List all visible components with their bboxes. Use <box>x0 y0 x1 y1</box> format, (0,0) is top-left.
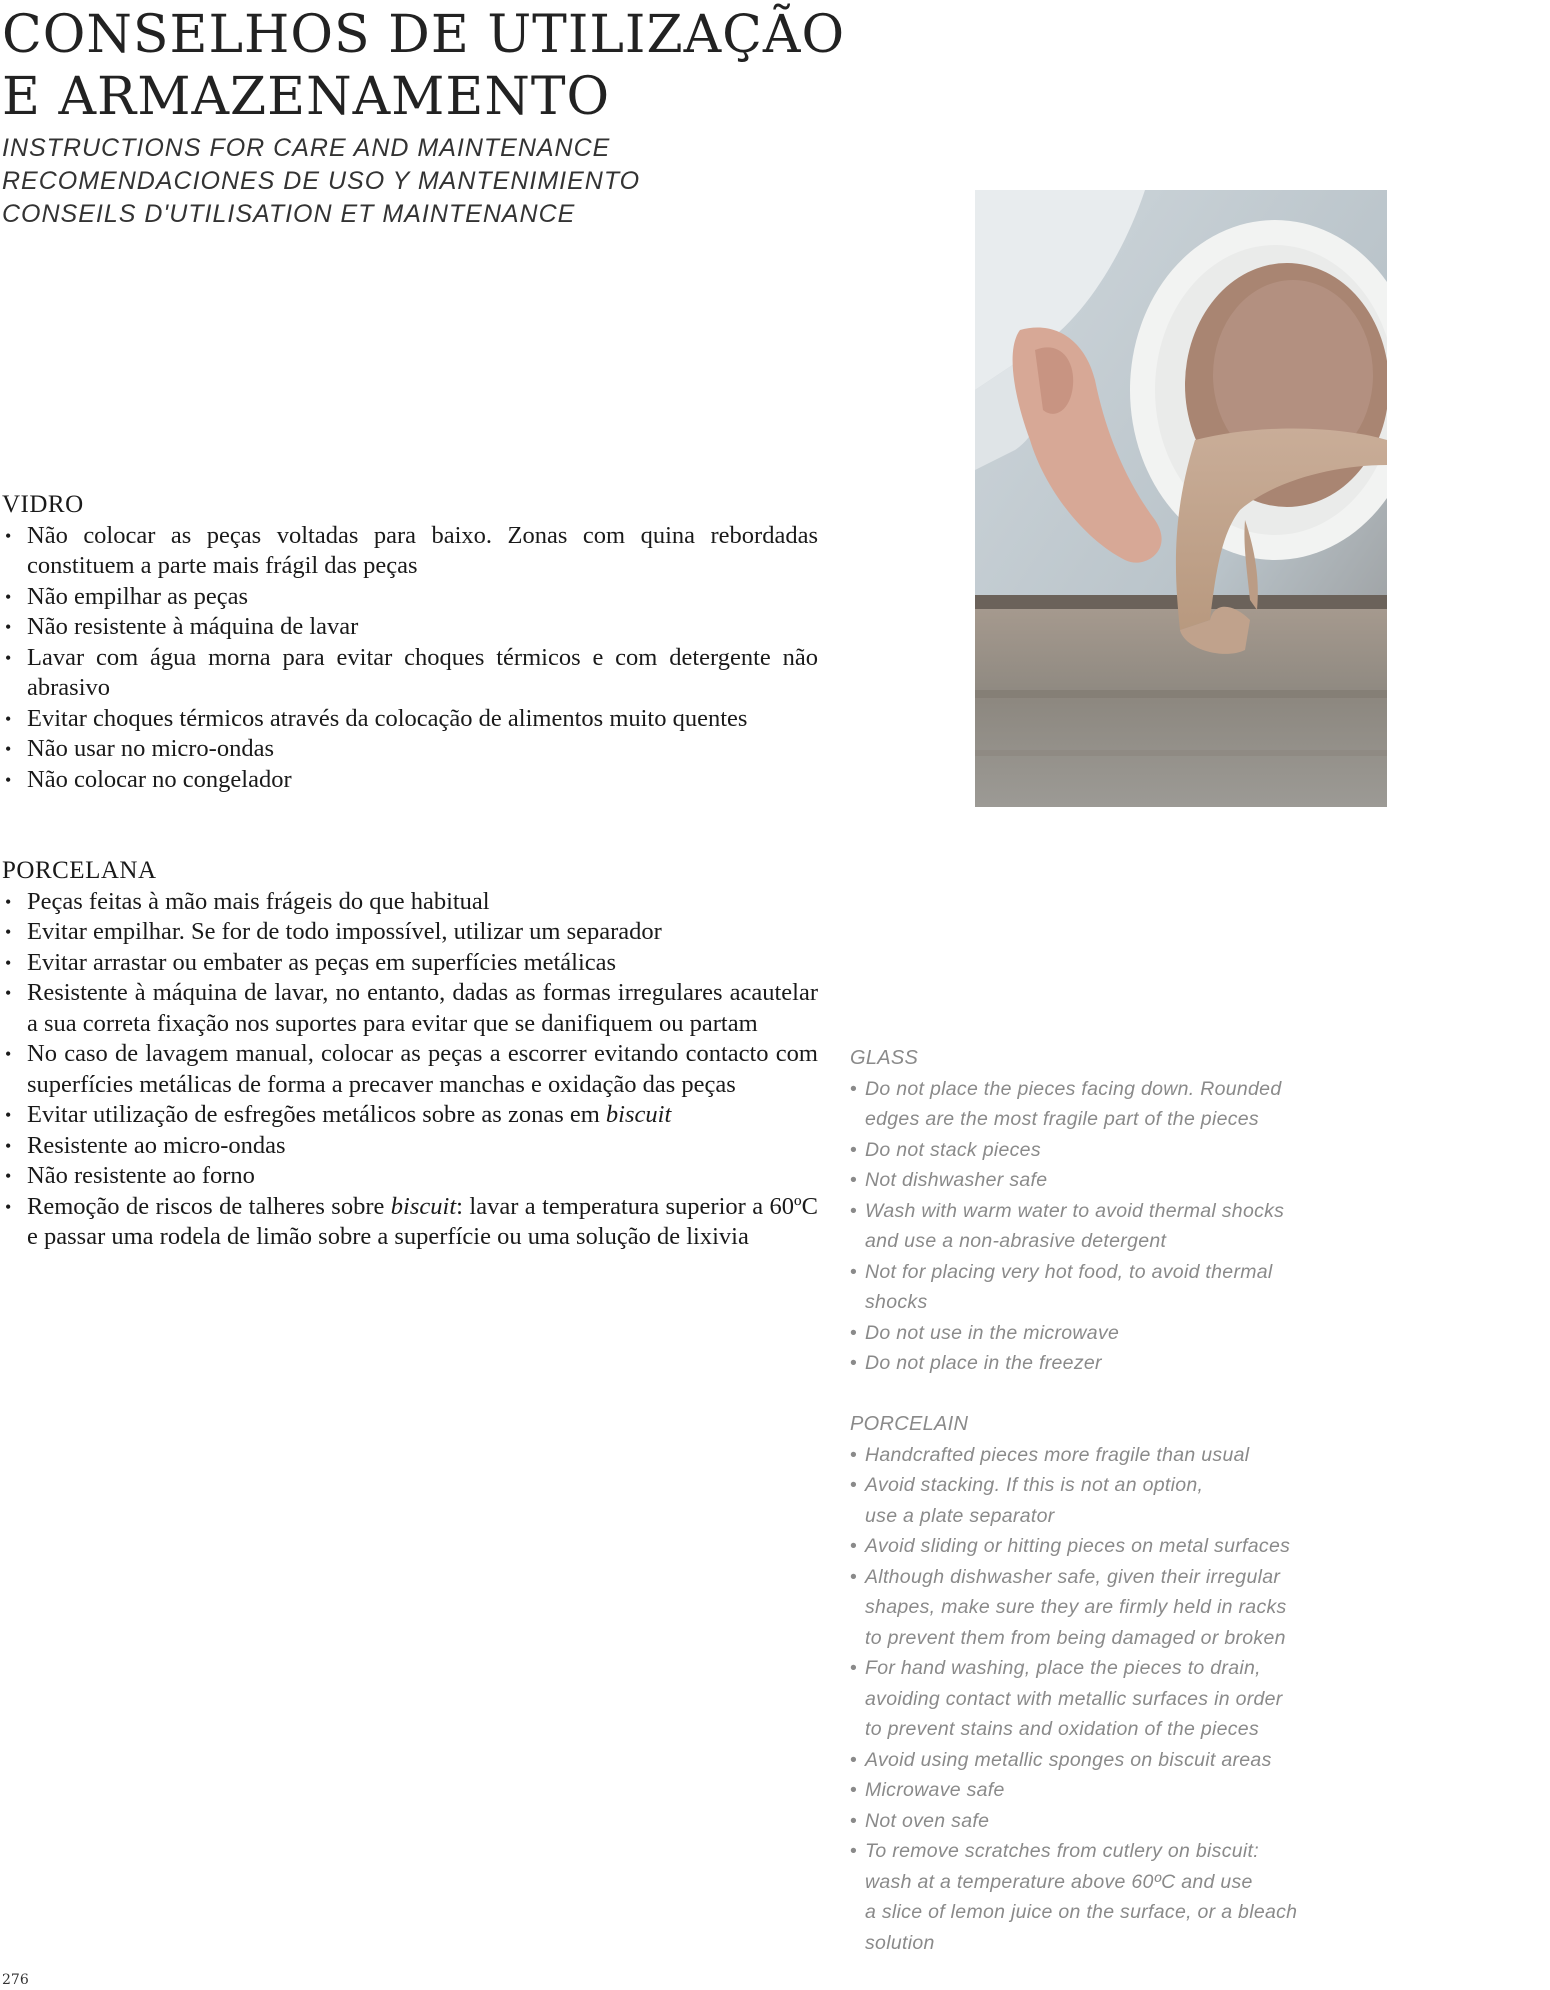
list-item-line: • Avoid using metallic sponges on biscuit areas <box>865 1748 1272 1771</box>
pt-porcelana-list <box>2 887 818 1253</box>
list-item-line: • Do not place the pieces facing down. Rounded <box>865 1077 1282 1100</box>
list-item <box>850 1806 1340 1837</box>
list-item-line: shapes, make sure they are firmly held in racks <box>865 1596 1287 1618</box>
list-item-line: • Not for placing very hot food, to avoid thermal <box>865 1260 1273 1283</box>
en-porcelain-list <box>850 1440 1340 1959</box>
list-item: • Evitar arrastar ou embater as peças em superfícies metálicas <box>2 948 818 979</box>
en-glass-list <box>850 1074 1340 1379</box>
list-item-line: shocks <box>865 1291 928 1313</box>
list-item <box>850 1836 1340 1958</box>
list-item <box>850 1745 1340 1776</box>
item-text: Evitar utilização de esfregões metálicos sobre as zonas em <box>27 1101 606 1128</box>
subtitles <box>2 132 640 231</box>
list-item <box>850 1653 1340 1745</box>
item-text: Remoção de riscos de talheres sobre <box>27 1192 391 1220</box>
list-item-line: solution <box>865 1931 935 1954</box>
subtitle-en: INSTRUCTIONS FOR CARE AND MAINTENANCE <box>2 134 611 162</box>
subtitle-es: RECOMENDACIONES DE USO Y MANTENIMIENTO <box>2 167 641 195</box>
list-item-line: a slice of lemon juice on the surface, or a bleach <box>865 1901 1298 1923</box>
list-item <box>850 1196 1340 1257</box>
pouring-slip-photo <box>975 190 1387 807</box>
list-item <box>850 1470 1340 1531</box>
list-item: • Não resistente à máquina de lavar <box>2 612 818 643</box>
list-item <box>850 1135 1340 1166</box>
list-item-line: edges are the most fragile part of the pieces <box>865 1108 1259 1130</box>
list-item: • Resistente à máquina de lavar, no entanto, dadas as formas irregulares acautelar a sua correta fixação nos suportes para evitar que se danifiquem ou partam <box>2 978 818 1039</box>
list-item-line: • For hand washing, place the pieces to drain, <box>865 1657 1261 1679</box>
list-item: • Lavar com água morna para evitar choques térmicos e com detergente não abrasivo <box>2 643 818 704</box>
list-item-line: • Do not place in the freezer <box>865 1352 1102 1374</box>
list-item <box>850 1531 1340 1562</box>
list-item-line: use a plate separator <box>865 1504 1055 1527</box>
list-item: • Não empilhar as peças <box>2 582 818 613</box>
list-item-line: to prevent stains and oxidation of the pieces <box>865 1718 1259 1740</box>
list-item-line: avoiding contact with metallic surfaces in order <box>865 1687 1283 1710</box>
list-item-line: • Avoid sliding or hitting pieces on metal surfaces <box>865 1535 1291 1557</box>
page-number: 276 <box>2 1972 29 1988</box>
list-item: • Peças feitas à mão mais frágeis do que habitual <box>2 887 818 918</box>
list-item-line: and use a non-abrasive detergent <box>865 1230 1167 1252</box>
list-item <box>850 1257 1340 1318</box>
list-item: • No caso de lavagem manual, colocar as peças a escorrer evitando contacto com superfícies metálicas de forma a precaver manchas e oxidação das peças <box>2 1039 818 1100</box>
list-item-line: • Do not use in the microwave <box>865 1321 1120 1344</box>
list-item <box>850 1562 1340 1654</box>
list-item <box>2 1100 818 1131</box>
pt-vidro-list <box>2 521 818 796</box>
list-item: • Não usar no micro-ondas <box>2 734 818 765</box>
en-porcelain-heading: PORCELAIN <box>850 1413 969 1435</box>
en-porcelain-section <box>850 1409 1340 1958</box>
pt-vidro-section <box>2 490 818 795</box>
pt-vidro-heading: VIDRO <box>2 491 84 518</box>
list-item-line: • Wash with warm water to avoid thermal shocks <box>865 1199 1285 1222</box>
en-glass-heading: GLASS <box>850 1047 919 1069</box>
list-item-line: • Handcrafted pieces more fragile than usual <box>865 1443 1250 1466</box>
list-item-line: • To remove scratches from cutlery on biscuit: <box>865 1840 1259 1862</box>
list-item <box>850 1318 1340 1349</box>
list-item: • Evitar empilhar. Se for de todo impossível, utilizar um separador <box>2 917 818 948</box>
list-item <box>2 1192 818 1253</box>
item-text: : lavar a temperatura superior a 60ºC e passar uma rodela de limão sobre a superfície ou uma solução de lixivia <box>27 1192 818 1250</box>
list-item: • Não resistente ao forno <box>2 1161 818 1192</box>
list-item-line: wash at a temperature above 60ºC and use <box>865 1870 1253 1893</box>
list-item <box>850 1348 1340 1379</box>
list-item-line: • Not dishwasher safe <box>865 1169 1048 1191</box>
page-title <box>2 4 902 128</box>
list-item <box>850 1775 1340 1806</box>
list-item-line: • Do not stack pieces <box>865 1138 1041 1161</box>
list-item: • Não colocar as peças voltadas para baixo. Zonas com quina rebordadas constituem a parte mais frágil das peças <box>2 521 818 582</box>
list-item-line: • Microwave safe <box>865 1779 1005 1801</box>
pt-porcelana-section <box>2 856 818 1253</box>
title-line-2: E ARMAZENAMENTO <box>2 67 611 127</box>
list-item-line: • Not oven safe <box>865 1809 990 1832</box>
list-item: • Resistente ao micro-ondas <box>2 1131 818 1162</box>
title-line-1: CONSELHOS DE UTILIZAÇÃO <box>2 5 846 65</box>
list-item <box>850 1074 1340 1135</box>
list-item-line: • Avoid stacking. If this is not an option, <box>865 1474 1204 1496</box>
subtitle-fr: CONSEILS D'UTILISATION ET MAINTENANCE <box>2 200 576 228</box>
list-item-line: to prevent them from being damaged or broken <box>865 1626 1286 1649</box>
item-emphasis: biscuit <box>605 1101 672 1128</box>
list-item: • Evitar choques térmicos através da colocação de alimentos muito quentes <box>2 704 818 735</box>
list-item: • Não colocar no congelador <box>2 765 818 796</box>
pt-porcelana-heading: PORCELANA <box>2 857 157 884</box>
item-emphasis: biscuit <box>390 1192 457 1220</box>
list-item <box>850 1165 1340 1196</box>
list-item-line: • Although dishwasher safe, given their irregular <box>865 1565 1281 1588</box>
list-item <box>850 1440 1340 1471</box>
en-glass-section <box>850 1043 1340 1379</box>
